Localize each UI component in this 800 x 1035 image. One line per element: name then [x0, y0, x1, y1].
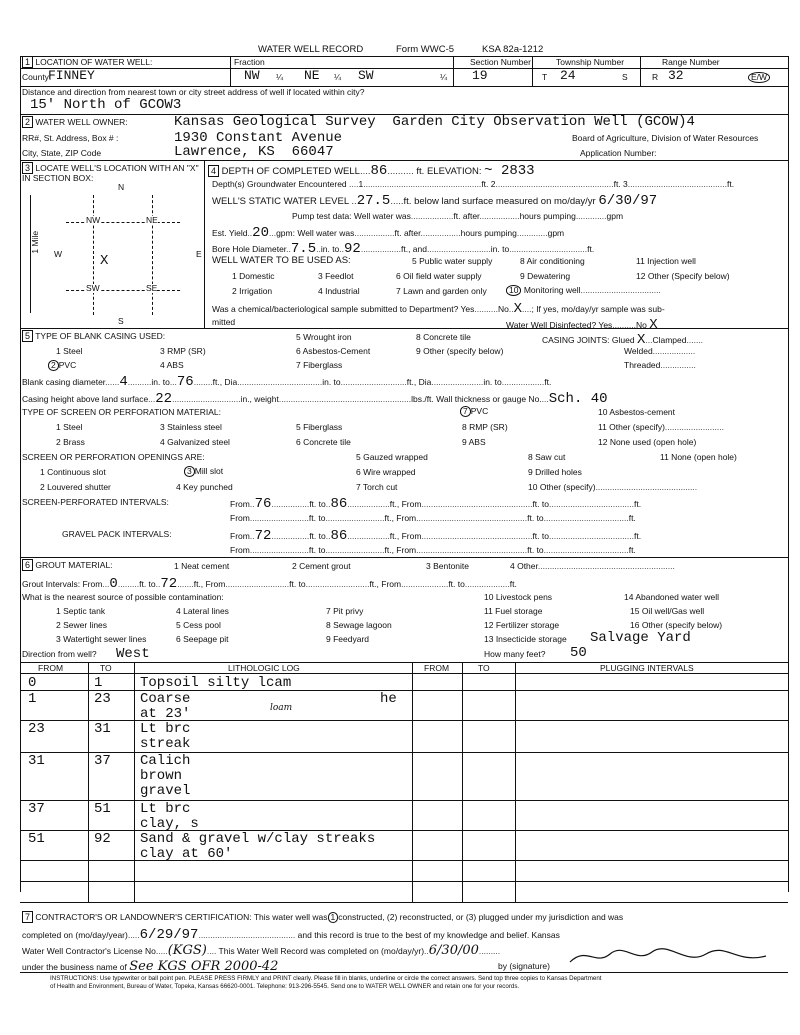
screen-interval-1: From..76................ft. to..86..................ft., From...............................................ft. to....................................ft. [230, 496, 642, 512]
location-x-mark: X [100, 253, 109, 269]
form-title: WATER WELL RECORD [258, 44, 364, 55]
range-ew: E/W [748, 72, 770, 83]
address-value: 1930 Constant Avenue [174, 130, 343, 146]
city-value: Lawrence, KS 66047 [174, 144, 334, 160]
county-label: County: [22, 72, 52, 82]
log-row-description: gravel [140, 783, 191, 799]
chemical-sample: Was a chemical/bacteriological sample submitted to Department? Yes..........No..X....; If yes, mo/day/yr sample was sub- [212, 301, 665, 317]
address-label: RR#, St. Address, Box # : [22, 133, 119, 143]
log-row-description: Calich [140, 753, 191, 769]
grout-intervals: Grout Intervals: From...0.........ft. to..72.......ft., From...........................ft. to...........................ft., From....................ft. to...................ft. [22, 576, 517, 592]
log-row-from: 23 [28, 721, 45, 737]
log-row-from: 51 [28, 831, 45, 847]
opening-mill-slot-circled: 3 Mill slot [184, 466, 223, 477]
fraction-1: NW [244, 68, 260, 83]
log-row-to: 51 [94, 801, 111, 817]
casing-diameter: Blank casing diameter......4..........in. to...76........ft., Dia....................................in. to............................ft., Dia......................in. to..................ft. [22, 374, 552, 390]
fraction-2: NE [304, 68, 320, 83]
log-row-from: 31 [28, 753, 45, 769]
groundwater-label: Depth(s) Groundwater Encountered ....1..................................................ft. 2..................................................ft. 3..........................................ft. [212, 179, 735, 189]
log-row-description: at 23' [140, 706, 191, 722]
fraction-3: SW [358, 68, 374, 83]
county-value: FINNEY [48, 68, 95, 83]
contamination-other: Salvage Yard [590, 630, 691, 646]
gravel-pack-interval-1: From..72................ft. to..86..................ft., From...............................................ft. to....................................ft. [230, 528, 642, 544]
log-row-description: brown [140, 768, 183, 784]
form-ksa: KSA 82a-1212 [482, 44, 544, 55]
log-row-to: 23 [94, 691, 111, 707]
s5-label: 5 TYPE OF BLANK CASING USED: [22, 332, 165, 341]
log-row-handwritten-note: loam [270, 703, 293, 713]
log-row-to: 92 [94, 831, 111, 847]
est-yield: Est. Yield..20...gpm: Well water was.................ft. after.................hours pumping.............gpm [212, 225, 565, 241]
log-row-description: Coarse [140, 691, 191, 707]
s6-label: 6 GROUT MATERIAL: [22, 561, 113, 570]
casing-pvc-circled: 2 PVC [48, 360, 76, 371]
range-label: Range Number [662, 57, 720, 67]
log-row-from: 1 [28, 691, 37, 707]
log-row-from: 37 [28, 801, 45, 817]
form-number: Form WWC-5 [396, 44, 455, 55]
section-value: 19 [472, 68, 488, 83]
log-row-description: Topsoil silty lcam [140, 675, 292, 691]
log-row-description: streak [140, 736, 191, 752]
log-row-description: Lt brc [140, 721, 191, 737]
water-well-record-form: WATER WELL RECORD Form WWC-5 KSA 82a-1212 1 LOCATION OF WATER WELL: Fraction Section Number Township Number Range Number County: FINNEY NW ¼ NE ¼ SW ¼ 19 T 24 S R 32 E/W Distance and direction from nearest town or city street address of well if located within city? 15' North of GCOW3 2 WATER WELL OWNER: Kansas Geological Survey Garden City Observation Well (GCOW)4 RR#, St. Address, Box # : 1930 Constant Avenue Board of Agriculture, Division of Water Resources City, State, ZIP Code Lawrence, KS 66047 Application Number: 3 LOCATE WELL'S LOCATION WITH AN "X" IN SECTION BOX: N S W E 1 Mile NW NE SW SE X 4 DEPTH OF COMPLETED WELL....86.......... ft. ELEVATION: ~ 2833 Depth(s) Groundwater Encountered ....1..................................................ft. 2..................................................ft. 3..........................................ft. WELL'S STATIC WATER LEVEL ..27.5.....ft. below land surface measured on mo/day/yr 6/30/97 Pump test data: Well water was..................ft. after.................hours pumping.............gpm Est. Yield..20...gpm: Well water was.................ft. after.................hours pumping.............gpm Bore Hole Diameter..7.5..in. to..92.................ft., and...........................in. to.................................ft. WELL WATER TO BE USED AS: 5 Public water supply 8 Air conditioning 11 Injection well 1 Domestic 3 Feedlot 6 Oil field water supply 9 Dewatering 12 Other (Specify below) 2 Irrigation 4 Industrial 7 Lawn and garden only 10 Monitoring well.................................. Was a chemical/bacteriological sample submitted to Department? Yes..........No..X....; If yes, mo/day/yr sample was sub- mitted Water Well Disinfected? Yes..........No X 5 TYPE OF BLANK CASING USED: 5 Wrought iron 8 Concrete tile CASING JOINTS: Glued X...Clamped....... 1 Steel 3 RMP (SR) 6 Asbestos-Cement 9 Other (specify below) Welded.................. 2 PVC 4 ABS 7 Fiberglass Threaded............... Blank casing diameter......4..........in. to...76........ft., Dia....................................in. to............................ft., Dia......................in. to..................ft. Casing height above land surface...22.............................in., weight........................................................lbs./ft. Wall thickness or gauge No....Sch. 40 TYPE OF SCREEN OR PERFORATION MATERIAL: 7 PVC 10 Asbestos-cement 1 Steel 3 Stainless steel 5 Fiberglass 8 RMP (SR) 11 Other (specify)......................... 2 Brass 4 Galvanized steel 6 Concrete tile 9 ABS 12 None used (open hole) SCREEN OR PERFORATION OPENINGS ARE: 5 Gauzed wrapped 8 Saw cut 11 None (open hole) 1 Continuous slot 3 Mill slot 6 Wire wrapped 9 Drilled holes 2 Louvered shutter 4 Key punched 7 Torch cut 10 Other (specify)........................................... SCREEN-PERFORATED INTERVALS: From..76................ft. to..86..................ft., From...............................................ft. to....................................ft. From.........................ft. to.........................ft., From...............................................ft. to....................................ft. GRAVEL PACK INTERVALS: From..72................ft. to..86..................ft., From...............................................ft. to....................................ft. From.........................ft. to.........................ft., From...............................................ft. to....................................ft. 6 GROUT MATERIAL: 1 Neat cement 2 Cement grout 3 Bentonite 4 Other.......................................................... Grout Intervals: From...0.........ft. to..72.......ft., From...........................ft. to...........................ft., From....................ft. to...................ft. What is the nearest source of possible contamination: 10 Livestock pens 14 Abandoned water well 1 Septic tank 4 Lateral lines 7 Pit privy 11 Fuel storage 15 Oil well/Gas well 2 Sewer lines 5 Cess pool 8 Sewage lagoon 12 Fertilizer storage 16 Other (specify below) 3 Watertight sewer lines 6 Seepage pit 9 Feedyard 13 Insecticide storage Salvage Yard Direction from well? West How many feet? 50 FROM TO LITHOLOGIC LOG FROM TO PLUGGING INTERVALS 0 1 Topsoil silty lcam 1 23 Coarse at 23' he loam 23 31 Lt brc streak 31 37 Calich brown gravel 37 51 Lt brc clay, s 51 92 Sand & gravel w/clay streaks clay at 60' 7 CONTRACTOR'S OR LANDOWNER'S CERTIFICATION: This water well was 1 constructed, (2) reconstructed, or (3) plugged under my jurisdiction and was completed on (mo/day/year).....6/29/97......................................... and this record is true to the best of my knowledge and belief. Kansas Water Well Contractor's License No.....(KGS).... This Water Well Record was completed on (mo/day/yr)..6/30/00......... under the business name of See KGS OFR 2000-42 by (signature) INSTRUCTIONS: Use typewriter or ball point pen. PLEASE PRESS FIRMLY and PRINT clearly. Please fill in blanks, underline or circle the correct answers. Send top three copies to Kansas Department of Health and Environment, Bureau of Water, Topeka, Kansas 66620-0001. Telephone: 913-296-5545. Send one to WATER WELL OWNER and retain one for your records. [0, 0, 800, 1035]
s7-label: 7 CONTRACTOR'S OR LANDOWNER'S CERTIFICATION: This water well was 1 constructed, (2) reconstructed, or (3) plugged under my jurisdiction and was [22, 912, 623, 923]
completed-on: completed on (mo/day/year).....6/29/97......................................... and this record is true to the best of my knowledge and belief. Kansas [22, 927, 560, 943]
casing-height: Casing height above land surface...22.............................in., weight........................................................lbs./ft. Wall thickness or gauge No....Sch. 40 [22, 391, 608, 407]
distance-value: 15' North of GCOW3 [30, 97, 182, 113]
range-value: 32 [668, 68, 684, 83]
log-row-to: 37 [94, 753, 111, 769]
fraction-label: Fraction [234, 57, 265, 67]
log-row-description: Sand & gravel w/clay streaks [140, 831, 376, 847]
owner-value: Kansas Geological Survey Garden City Observation Well (GCOW)4 [174, 114, 695, 130]
log-row-fragment: he [380, 691, 397, 707]
log-row-description: clay at 60' [140, 846, 233, 862]
s3-label: 3 LOCATE WELL'S LOCATION WITH AN "X" IN SECTION BOX: [22, 163, 199, 183]
city-label: City, State, ZIP Code [22, 148, 102, 158]
log-row-description: Lt brc [140, 801, 191, 817]
business-name: under the business name of See KGS OFR 2000-42 [22, 959, 279, 974]
s1-label: 1 LOCATION OF WATER WELL: [22, 58, 152, 67]
feet-value: 50 [570, 645, 587, 661]
static-level: WELL'S STATIC WATER LEVEL ..27.5.....ft. below land surface measured on mo/day/yr 6/30/97 [212, 193, 658, 209]
s4-depth: 4 DEPTH OF COMPLETED WELL....86.......... ft. ELEVATION: ~ 2833 [208, 164, 535, 178]
application-label: Application Number: [580, 148, 657, 158]
direction-value: West [116, 646, 150, 662]
log-row-description: clay, s [140, 816, 199, 832]
screen-pvc-circled: 7 PVC [460, 406, 488, 417]
bore-hole: Bore Hole Diameter..7.5..in. to..92.................ft., and...........................in. to.................................ft. [212, 241, 595, 257]
s2-label: 2 WATER WELL OWNER: [22, 118, 128, 127]
use-monitoring-circled: 10 Monitoring well.................................. [506, 285, 661, 296]
log-row-from: 0 [28, 675, 37, 691]
section-label: Section Number [470, 57, 531, 67]
board-label: Board of Agriculture, Division of Water Resources [572, 133, 759, 143]
disinfected: Water Well Disinfected? Yes..........No X [506, 317, 658, 333]
signature [566, 944, 786, 970]
distance-label: Distance and direction from nearest town or city street address of well if located within city? [22, 87, 365, 97]
township-value: 24 [560, 68, 576, 83]
license-no: Water Well Contractor's License No.....(KGS).... This Water Well Record was completed on (mo/day/yr)..6/30/00......... [22, 943, 501, 958]
township-label: Township Number [556, 57, 625, 67]
log-row-to: 1 [94, 675, 103, 691]
log-row-to: 31 [94, 721, 111, 737]
